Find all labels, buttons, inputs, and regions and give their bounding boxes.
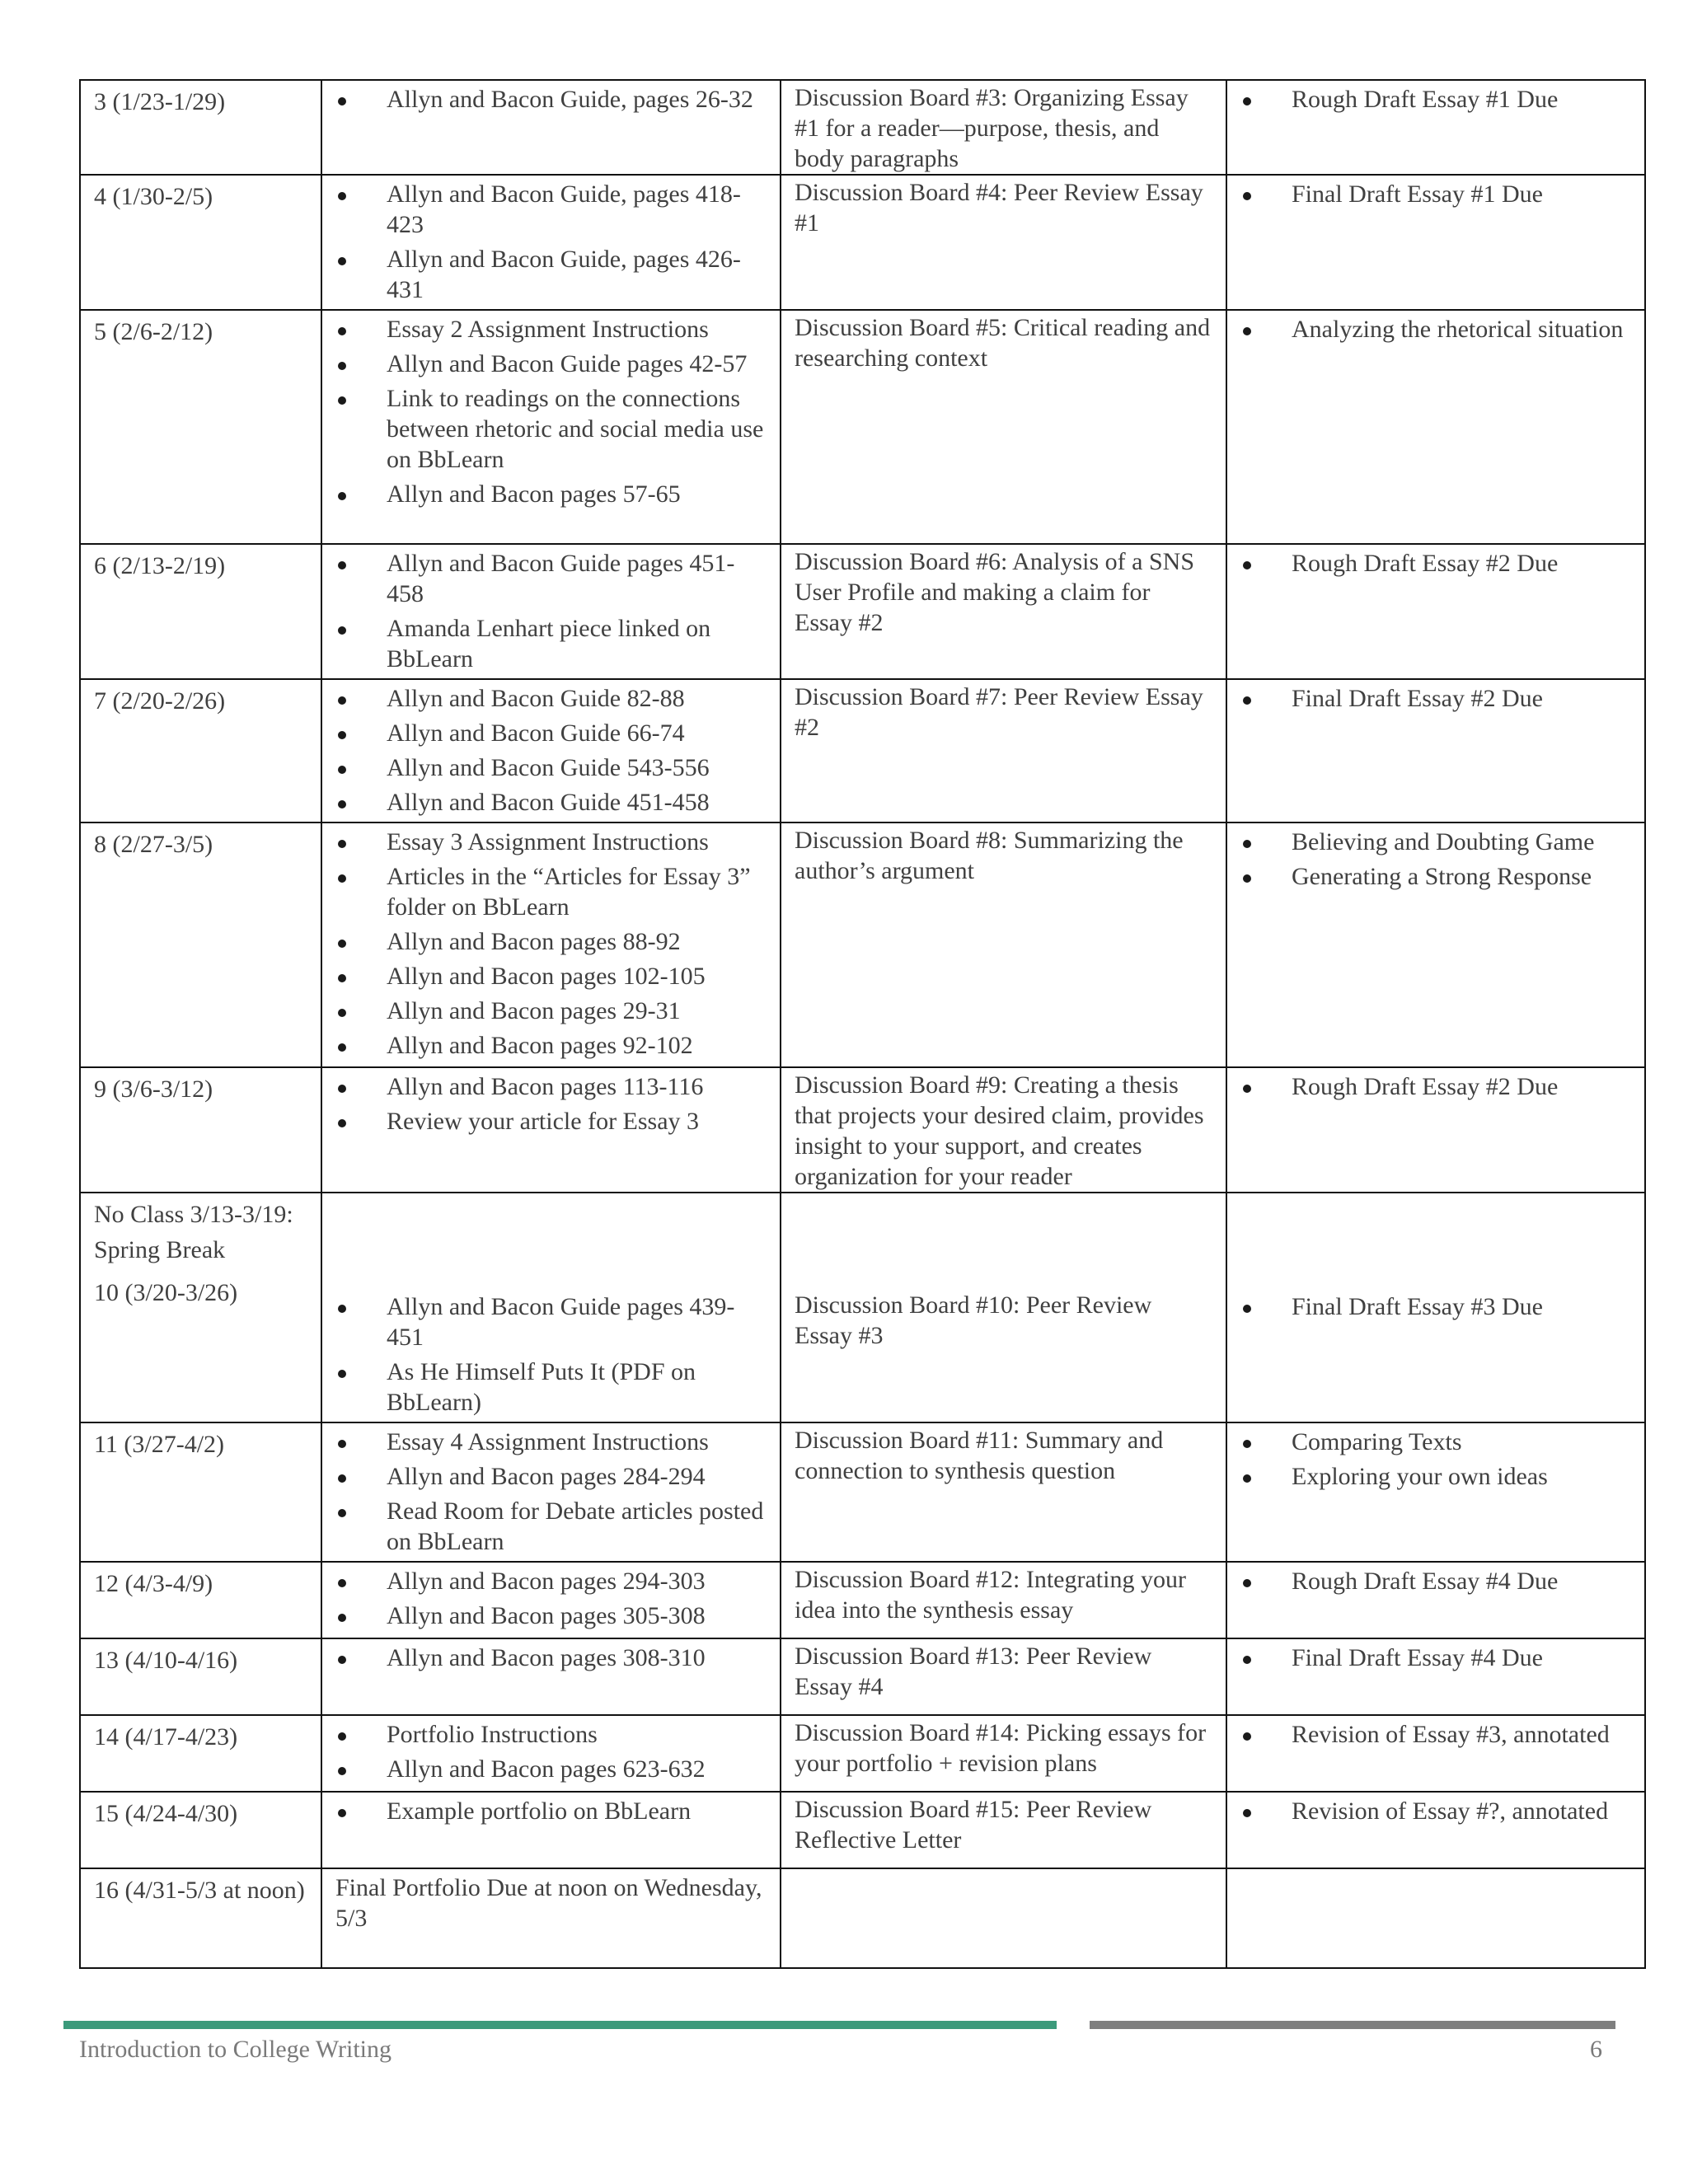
due-cell bbox=[1226, 1792, 1645, 1868]
week-label: 7 (2/20-2/26) bbox=[94, 687, 226, 715]
readings-list bbox=[335, 1643, 767, 1673]
reading-item: Allyn and Bacon pages 308-310 bbox=[335, 1643, 767, 1673]
schedule-row bbox=[80, 310, 1645, 544]
reading-item: Read Room for Debate articles posted on BbLearn bbox=[335, 1496, 767, 1557]
readings-cell bbox=[321, 1715, 781, 1792]
readings-list bbox=[335, 1427, 767, 1557]
discussion-cell bbox=[781, 544, 1226, 679]
week-cell bbox=[80, 1715, 321, 1792]
due-cell bbox=[1226, 1638, 1645, 1715]
due-cell bbox=[1226, 679, 1645, 823]
reading-item: Allyn and Bacon Guide 451-458 bbox=[335, 787, 767, 818]
due-cell bbox=[1226, 1422, 1645, 1562]
schedule-row bbox=[80, 1562, 1645, 1638]
due-item: Final Draft Essay #3 Due bbox=[1240, 1291, 1631, 1322]
week-cell bbox=[80, 1638, 321, 1715]
schedule-row bbox=[80, 1792, 1645, 1868]
discussion-board-text: Discussion Board #8: Summarizing the author’s argument bbox=[795, 827, 1184, 884]
readings-cell bbox=[321, 544, 781, 679]
discussion-board-text: Discussion Board #13: Peer Review Essay #4 bbox=[795, 1643, 1152, 1700]
due-cell bbox=[1226, 544, 1645, 679]
discussion-cell bbox=[781, 1562, 1226, 1638]
due-item: Exploring your own ideas bbox=[1240, 1461, 1631, 1492]
reading-item: Allyn and Bacon Guide pages 42-57 bbox=[335, 349, 767, 379]
schedule-row bbox=[80, 1868, 1645, 1968]
reading-item: Amanda Lenhart piece linked on BbLearn bbox=[335, 613, 767, 674]
readings-list bbox=[335, 1719, 767, 1784]
due-cell bbox=[1226, 1715, 1645, 1792]
reading-item: Allyn and Bacon pages 284-294 bbox=[335, 1461, 767, 1492]
readings-list bbox=[335, 1566, 767, 1631]
week-label: 3 (1/23-1/29) bbox=[94, 88, 226, 115]
reading-item: Allyn and Bacon pages 92-102 bbox=[335, 1030, 767, 1061]
readings-cell bbox=[321, 823, 781, 1067]
week-note: No Class 3/13-3/19: Spring Break bbox=[94, 1201, 293, 1263]
due-item: Revision of Essay #3, annotated bbox=[1240, 1719, 1631, 1750]
reading-item: Essay 4 Assignment Instructions bbox=[335, 1427, 767, 1457]
footer-accent-bar bbox=[63, 2021, 1057, 2029]
week-label: 13 (4/10-4/16) bbox=[94, 1647, 238, 1674]
reading-item: Allyn and Bacon Guide pages 439-451 bbox=[335, 1291, 767, 1352]
reading-item: As He Himself Puts It (PDF on BbLearn) bbox=[335, 1357, 767, 1418]
reading-item: Articles in the “Articles for Essay 3” folder on BbLearn bbox=[335, 861, 767, 922]
week-label: 12 (4/3-4/9) bbox=[94, 1570, 213, 1597]
course-schedule-table bbox=[79, 79, 1646, 1969]
schedule-row bbox=[80, 679, 1645, 823]
week-label: 9 (3/6-3/12) bbox=[94, 1076, 213, 1103]
reading-item: Allyn and Bacon Guide, pages 426-431 bbox=[335, 244, 767, 305]
week-cell bbox=[80, 1868, 321, 1968]
reading-item: Example portfolio on BbLearn bbox=[335, 1796, 767, 1826]
discussion-board-text: Discussion Board #3: Organizing Essay #1 for a reader—purpose, thesis, and body paragraphs bbox=[795, 84, 1189, 172]
schedule-row bbox=[80, 175, 1645, 310]
week-cell bbox=[80, 175, 321, 310]
due-item: Comparing Texts bbox=[1240, 1427, 1631, 1457]
page-number: 6 bbox=[1590, 2036, 1602, 2063]
due-list bbox=[1240, 1071, 1631, 1102]
due-cell bbox=[1226, 175, 1645, 310]
due-item: Final Draft Essay #4 Due bbox=[1240, 1643, 1631, 1673]
reading-item: Allyn and Bacon pages 623-632 bbox=[335, 1754, 767, 1784]
reading-item: Allyn and Bacon Guide, pages 26-32 bbox=[335, 84, 767, 115]
readings-cell bbox=[321, 679, 781, 823]
readings-cell bbox=[321, 1422, 781, 1562]
readings-cell bbox=[321, 80, 781, 175]
due-list bbox=[1240, 1643, 1631, 1673]
reading-item: Allyn and Bacon pages 29-31 bbox=[335, 996, 767, 1026]
due-item: Revision of Essay #?, annotated bbox=[1240, 1796, 1631, 1826]
readings-list bbox=[335, 548, 767, 674]
week-label: 16 (4/31-5/3 at noon) bbox=[94, 1877, 305, 1904]
reading-item: Link to readings on the connections between rhetoric and social media use on BbLearn bbox=[335, 383, 767, 475]
week-cell bbox=[80, 80, 321, 175]
week-label: 14 (4/17-4/23) bbox=[94, 1723, 238, 1750]
due-list bbox=[1240, 179, 1631, 209]
discussion-cell bbox=[781, 310, 1226, 544]
due-item: Final Draft Essay #2 Due bbox=[1240, 683, 1631, 714]
due-cell bbox=[1226, 1067, 1645, 1193]
discussion-cell bbox=[781, 1638, 1226, 1715]
reading-item: Essay 2 Assignment Instructions bbox=[335, 314, 767, 344]
readings-list bbox=[335, 1796, 767, 1826]
week-cell bbox=[80, 823, 321, 1067]
week-cell bbox=[80, 1193, 321, 1422]
due-cell bbox=[1226, 310, 1645, 544]
discussion-cell bbox=[781, 1868, 1226, 1968]
week-label: 8 (2/27-3/5) bbox=[94, 831, 213, 858]
discussion-board-text: Discussion Board #9: Creating a thesis that projects your desired claim, provides insight to your support, and creates organization for your reader bbox=[795, 1071, 1204, 1190]
week-cell bbox=[80, 1422, 321, 1562]
reading-item: Allyn and Bacon Guide, pages 418-423 bbox=[335, 179, 767, 240]
reading-item: Portfolio Instructions bbox=[335, 1719, 767, 1750]
week-label: 6 (2/13-2/19) bbox=[94, 552, 226, 579]
week-cell bbox=[80, 544, 321, 679]
reading-item: Allyn and Bacon pages 294-303 bbox=[335, 1566, 767, 1596]
reading-item: Allyn and Bacon Guide pages 451-458 bbox=[335, 548, 767, 609]
readings-cell bbox=[321, 175, 781, 310]
due-list bbox=[1240, 314, 1631, 344]
week-cell bbox=[80, 1792, 321, 1868]
week-label: 15 (4/24-4/30) bbox=[94, 1800, 238, 1827]
schedule-row bbox=[80, 544, 1645, 679]
schedule-row bbox=[80, 1067, 1645, 1193]
schedule-row bbox=[80, 823, 1645, 1067]
week-cell bbox=[80, 1067, 321, 1193]
readings-list bbox=[335, 683, 767, 818]
readings-cell bbox=[321, 310, 781, 544]
readings-list bbox=[335, 1291, 767, 1418]
week-label: 10 (3/20-3/26) bbox=[94, 1279, 238, 1306]
discussion-cell bbox=[781, 1792, 1226, 1868]
schedule-row bbox=[80, 1715, 1645, 1792]
discussion-board-text: Discussion Board #4: Peer Review Essay #1 bbox=[795, 179, 1203, 237]
readings-cell bbox=[321, 1067, 781, 1193]
discussion-board-text: Discussion Board #10: Peer Review Essay #3 bbox=[795, 1291, 1152, 1349]
schedule-row bbox=[80, 1193, 1645, 1422]
discussion-cell bbox=[781, 823, 1226, 1067]
discussion-board-text: Discussion Board #15: Peer Review Reflective Letter bbox=[795, 1796, 1152, 1854]
discussion-board-text: Discussion Board #11: Summary and connection to synthesis question bbox=[795, 1427, 1164, 1484]
reading-item: Allyn and Bacon pages 113-116 bbox=[335, 1071, 767, 1102]
week-cell bbox=[80, 310, 321, 544]
week-label: 5 (2/6-2/12) bbox=[94, 318, 213, 345]
due-cell bbox=[1226, 80, 1645, 175]
readings-list bbox=[335, 179, 767, 305]
discussion-cell bbox=[781, 679, 1226, 823]
week-label: 4 (1/30-2/5) bbox=[94, 183, 213, 210]
discussion-board-text: Discussion Board #5: Critical reading and researching context bbox=[795, 314, 1211, 372]
due-cell bbox=[1226, 1193, 1645, 1422]
schedule-row bbox=[80, 80, 1645, 175]
due-item: Generating a Strong Response bbox=[1240, 861, 1631, 892]
discussion-board-text: Discussion Board #14: Picking essays for your portfolio + revision plans bbox=[795, 1719, 1207, 1777]
footer-course-title: Introduction to College Writing bbox=[79, 2036, 392, 2063]
reading-item: Review your article for Essay 3 bbox=[335, 1106, 767, 1137]
reading-item: Allyn and Bacon Guide 66-74 bbox=[335, 718, 767, 748]
footer-secondary-bar bbox=[1090, 2021, 1615, 2029]
schedule-row bbox=[80, 1638, 1645, 1715]
due-cell bbox=[1226, 1562, 1645, 1638]
due-item: Believing and Doubting Game bbox=[1240, 827, 1631, 857]
reading-item: Allyn and Bacon pages 102-105 bbox=[335, 961, 767, 991]
due-item: Analyzing the rhetorical situation bbox=[1240, 314, 1631, 344]
discussion-cell bbox=[781, 175, 1226, 310]
readings-list bbox=[335, 827, 767, 1061]
due-item: Rough Draft Essay #1 Due bbox=[1240, 84, 1631, 115]
due-list bbox=[1240, 1291, 1631, 1322]
due-item: Rough Draft Essay #2 Due bbox=[1240, 548, 1631, 579]
discussion-cell bbox=[781, 1193, 1226, 1422]
readings-cell bbox=[321, 1193, 781, 1422]
due-cell bbox=[1226, 823, 1645, 1067]
discussion-board-text: Discussion Board #6: Analysis of a SNS User Profile and making a claim for Essay #2 bbox=[795, 548, 1195, 636]
due-list bbox=[1240, 84, 1631, 115]
discussion-board-text: Discussion Board #12: Integrating your idea into the synthesis essay bbox=[795, 1566, 1186, 1624]
due-list bbox=[1240, 1796, 1631, 1826]
readings-list bbox=[335, 84, 767, 115]
readings-cell bbox=[321, 1792, 781, 1868]
week-cell bbox=[80, 679, 321, 823]
due-item: Rough Draft Essay #2 Due bbox=[1240, 1071, 1631, 1102]
discussion-cell bbox=[781, 80, 1226, 175]
discussion-cell bbox=[781, 1067, 1226, 1193]
reading-item: Allyn and Bacon pages 57-65 bbox=[335, 479, 767, 509]
due-list bbox=[1240, 827, 1631, 892]
discussion-cell bbox=[781, 1715, 1226, 1792]
reading-item: Allyn and Bacon Guide 543-556 bbox=[335, 752, 767, 783]
readings-text: Final Portfolio Due at noon on Wednesday, 5/3 bbox=[335, 1874, 762, 1932]
reading-item: Allyn and Bacon pages 88-92 bbox=[335, 926, 767, 957]
week-cell bbox=[80, 1562, 321, 1638]
readings-list bbox=[335, 1071, 767, 1137]
due-cell bbox=[1226, 1868, 1645, 1968]
reading-item: Allyn and Bacon Guide 82-88 bbox=[335, 683, 767, 714]
discussion-cell bbox=[781, 1422, 1226, 1562]
discussion-board-text: Discussion Board #7: Peer Review Essay #2 bbox=[795, 683, 1203, 741]
due-list bbox=[1240, 1427, 1631, 1492]
schedule-row bbox=[80, 1422, 1645, 1562]
reading-item: Essay 3 Assignment Instructions bbox=[335, 827, 767, 857]
due-list bbox=[1240, 1566, 1631, 1596]
due-list bbox=[1240, 548, 1631, 579]
schedule-body bbox=[80, 80, 1645, 1968]
readings-cell bbox=[321, 1562, 781, 1638]
reading-item: Allyn and Bacon pages 305-308 bbox=[335, 1601, 767, 1631]
due-item: Rough Draft Essay #4 Due bbox=[1240, 1566, 1631, 1596]
readings-cell bbox=[321, 1868, 781, 1968]
due-list bbox=[1240, 683, 1631, 714]
readings-cell bbox=[321, 1638, 781, 1715]
week-label: 11 (3/27-4/2) bbox=[94, 1431, 225, 1458]
due-list bbox=[1240, 1719, 1631, 1750]
readings-list bbox=[335, 314, 767, 509]
due-item: Final Draft Essay #1 Due bbox=[1240, 179, 1631, 209]
